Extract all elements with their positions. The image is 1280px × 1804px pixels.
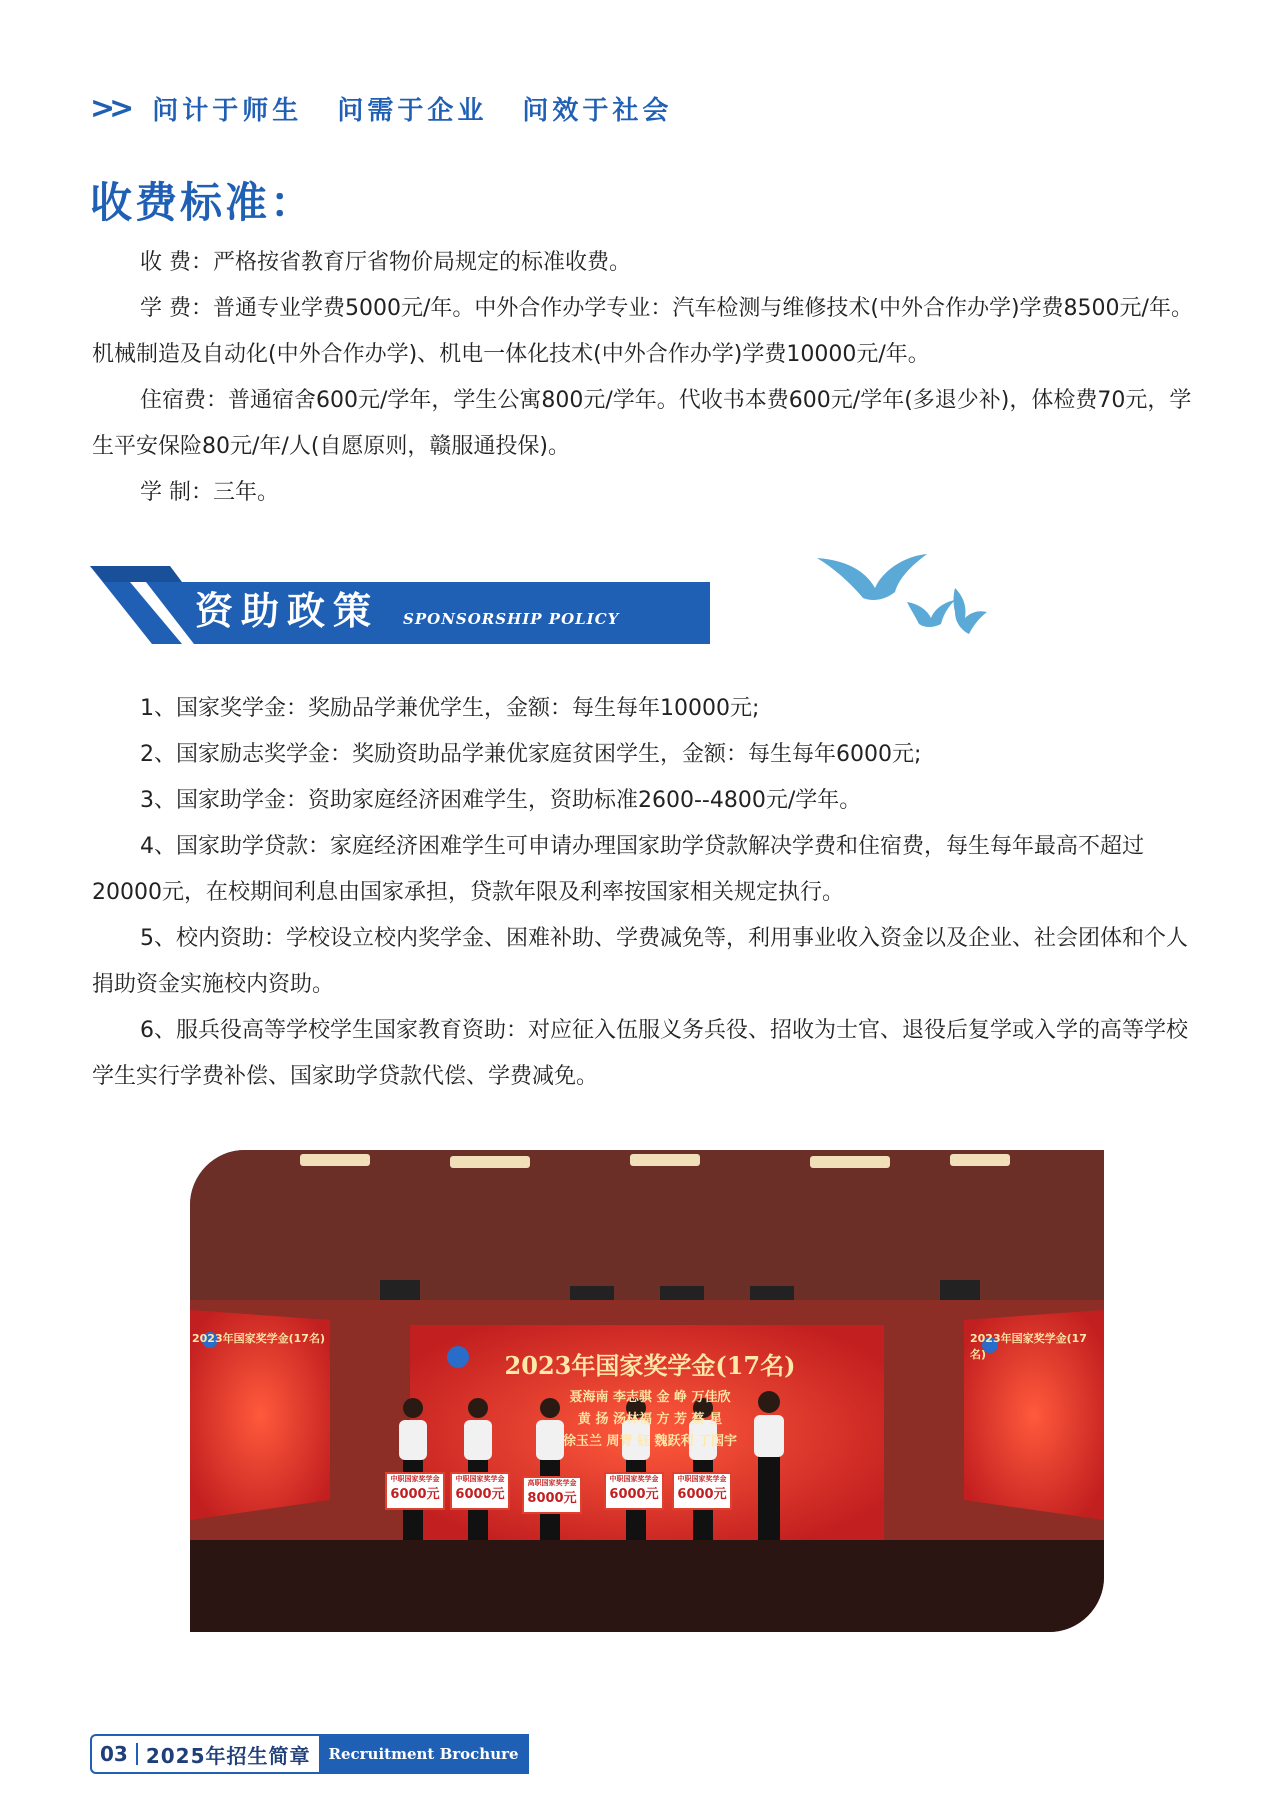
screen-names-row-1: 聂海南 李志骐 金 峥 万佳欣 bbox=[569, 1390, 731, 1405]
footer-divider bbox=[136, 1743, 138, 1765]
sponsorship-item-4: 4、国家助学贷款：家庭经济困难学生可申请办理国家助学贷款解决学费和住宿费，每生每年最高不超过 20000元，在校期间利息由国家承担，贷款年限及利率按国家相关规定执行。 bbox=[92, 834, 1145, 905]
screen-title: 2023年国家奖学金(17名) bbox=[504, 1351, 796, 1380]
side-screen-title-right: 2023年国家奖学金(17名) bbox=[970, 1332, 1087, 1361]
award-ceremony-photo bbox=[190, 1150, 1104, 1632]
sponsorship-item-6: 6、服兵役高等学校学生国家教育资助：对应征入伍服义务兵役、招收为士官、退役后复学或入学的高等学校学生实行学费补偿、国家助学贷款代偿、学费减免。 bbox=[92, 1018, 1189, 1089]
award-board-caption: 高职国家奖学金 bbox=[527, 1479, 577, 1487]
page-footer bbox=[90, 1734, 529, 1774]
award-board-amount: 6000元 bbox=[609, 1487, 659, 1502]
slogan-text: 问计于师生 问需于企业 问效于社会 bbox=[152, 95, 673, 126]
award-board-amount: 8000元 bbox=[527, 1491, 577, 1506]
award-board bbox=[450, 1472, 510, 1510]
doves-icon bbox=[815, 548, 995, 638]
award-board-caption: 中职国家奖学金 bbox=[390, 1475, 440, 1483]
header-slogan bbox=[90, 86, 672, 130]
award-board-amount: 6000元 bbox=[390, 1487, 440, 1502]
sponsorship-title-en: SPONSORSHIP POLICY bbox=[403, 610, 620, 628]
screen-names-row-3: 徐玉兰 周青 钰 魏跃利 丁国宇 bbox=[562, 1434, 738, 1449]
fee-item-charges: 收 费：严格按省教育厅省物价局规定的标准收费。 bbox=[140, 250, 631, 275]
fee-item-tuition: 学 费：普通专业学费5000元/年。中外合作办学专业：汽车检测与维修技术(中外合作办学)学费8500元/年。机械制造及自动化(中外合作办学)、机电一体化技术(中外合作办学)学费10000元/年。 bbox=[92, 296, 1193, 367]
award-board-caption: 中职国家奖学金 bbox=[455, 1475, 505, 1483]
award-board-amount: 6000元 bbox=[677, 1487, 727, 1502]
sponsorship-item-5: 5、校内资助：学校设立校内奖学金、困难补助、学费减免等，利用事业收入资金以及企业、社会团体和个人捐助资金实施校内资助。 bbox=[92, 926, 1189, 997]
fees-title: 收费标准： bbox=[90, 178, 316, 227]
award-board bbox=[604, 1472, 664, 1510]
sponsorship-banner bbox=[90, 560, 710, 650]
sponsorship-item-3: 3、国家助学金：资助家庭经济困难学生，资助标准2600--4800元/学年。 bbox=[140, 788, 862, 813]
page-number: 03 bbox=[100, 1742, 128, 1766]
footer-title-box bbox=[90, 1734, 319, 1774]
side-screen-title-left: 2023年国家奖学金(17名) bbox=[192, 1332, 325, 1345]
banner-text bbox=[195, 580, 619, 635]
footer-title: 2025年招生简章 bbox=[145, 1743, 311, 1768]
footer-english: Recruitment Brochure bbox=[319, 1734, 529, 1774]
award-board bbox=[672, 1472, 732, 1510]
double-chevron-icon: >> bbox=[90, 90, 129, 126]
sponsorship-item-2: 2、国家励志奖学金：奖励资助品学兼优家庭贫困学生，金额：每生每年6000元; bbox=[140, 742, 922, 767]
award-board-caption: 中职国家奖学金 bbox=[609, 1475, 659, 1483]
sponsorship-item-1: 1、国家奖学金：奖励品学兼优学生，金额：每生每年10000元; bbox=[140, 696, 760, 721]
award-board-caption: 中职国家奖学金 bbox=[677, 1475, 727, 1483]
award-board bbox=[385, 1472, 445, 1510]
award-board-amount: 6000元 bbox=[455, 1487, 505, 1502]
fee-item-accommodation: 住宿费：普通宿舍600元/学年，学生公寓800元/学年。代收书本费600元/学年(多退少补)，体检费70元，学生平安保险80元/年/人(自愿原则，赣服通投保)。 bbox=[92, 388, 1192, 459]
award-board bbox=[522, 1476, 582, 1514]
screen-names-row-2: 黄 扬 汤林福 方 芳 蔡 星 bbox=[577, 1412, 723, 1427]
sponsorship-title: 资助政策 bbox=[195, 589, 380, 633]
fee-item-duration: 学 制：三年。 bbox=[140, 480, 279, 505]
